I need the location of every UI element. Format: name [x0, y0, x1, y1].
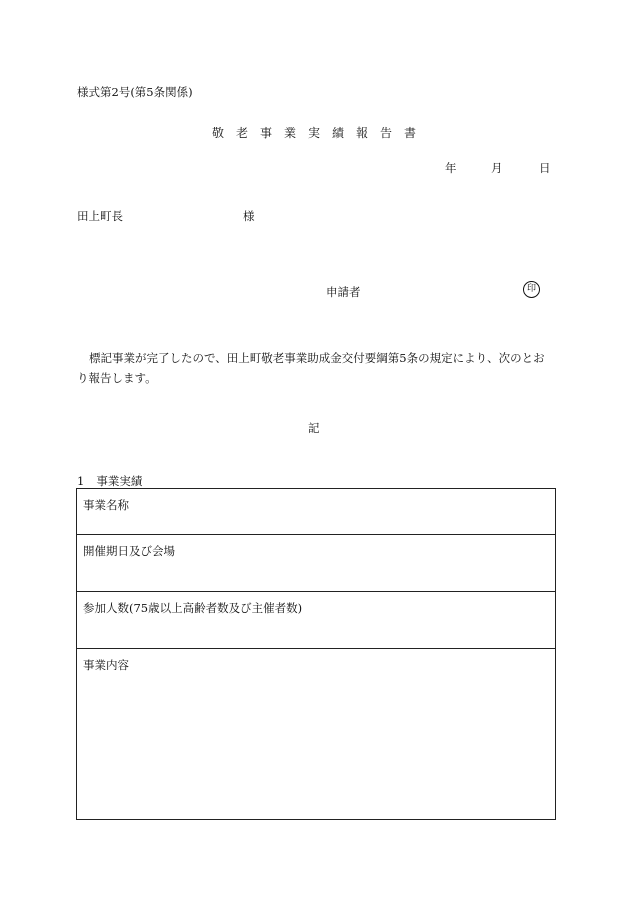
row-label-event-content: 事業内容 — [77, 649, 556, 820]
row-label-participants: 参加人数(75歳以上高齢者数及び主催者数) — [77, 592, 556, 649]
section-number: 1 — [77, 474, 85, 488]
section-title: 事業実績 — [96, 474, 143, 488]
row-label-event-name: 事業名称 — [77, 489, 556, 535]
ki-heading: 記 — [308, 421, 320, 435]
section-heading — [77, 473, 142, 489]
table-row — [77, 592, 556, 649]
addressee-honorific: 様 — [243, 209, 255, 223]
body-text: 標記事業が完了したので、田上町敬老事業助成金交付要綱第5条の規定により、次のとおり報告します。 — [77, 351, 545, 385]
table-row — [77, 649, 556, 820]
report-table — [76, 488, 556, 820]
date-month-label: 月 — [491, 161, 503, 175]
applicant-label: 申請者 — [326, 285, 361, 299]
form-number: 様式第2号(第5条関係) — [77, 85, 193, 99]
document-title: 敬老事業実績報告書 — [212, 126, 429, 140]
date-year-label: 年 — [445, 161, 457, 175]
table-row — [77, 489, 556, 535]
table-row — [77, 535, 556, 592]
row-label-date-venue: 開催期日及び会場 — [77, 535, 556, 592]
seal-mark: 印 — [523, 281, 540, 298]
date-day-label: 日 — [539, 161, 551, 175]
addressee-name: 田上町長 — [77, 209, 123, 223]
